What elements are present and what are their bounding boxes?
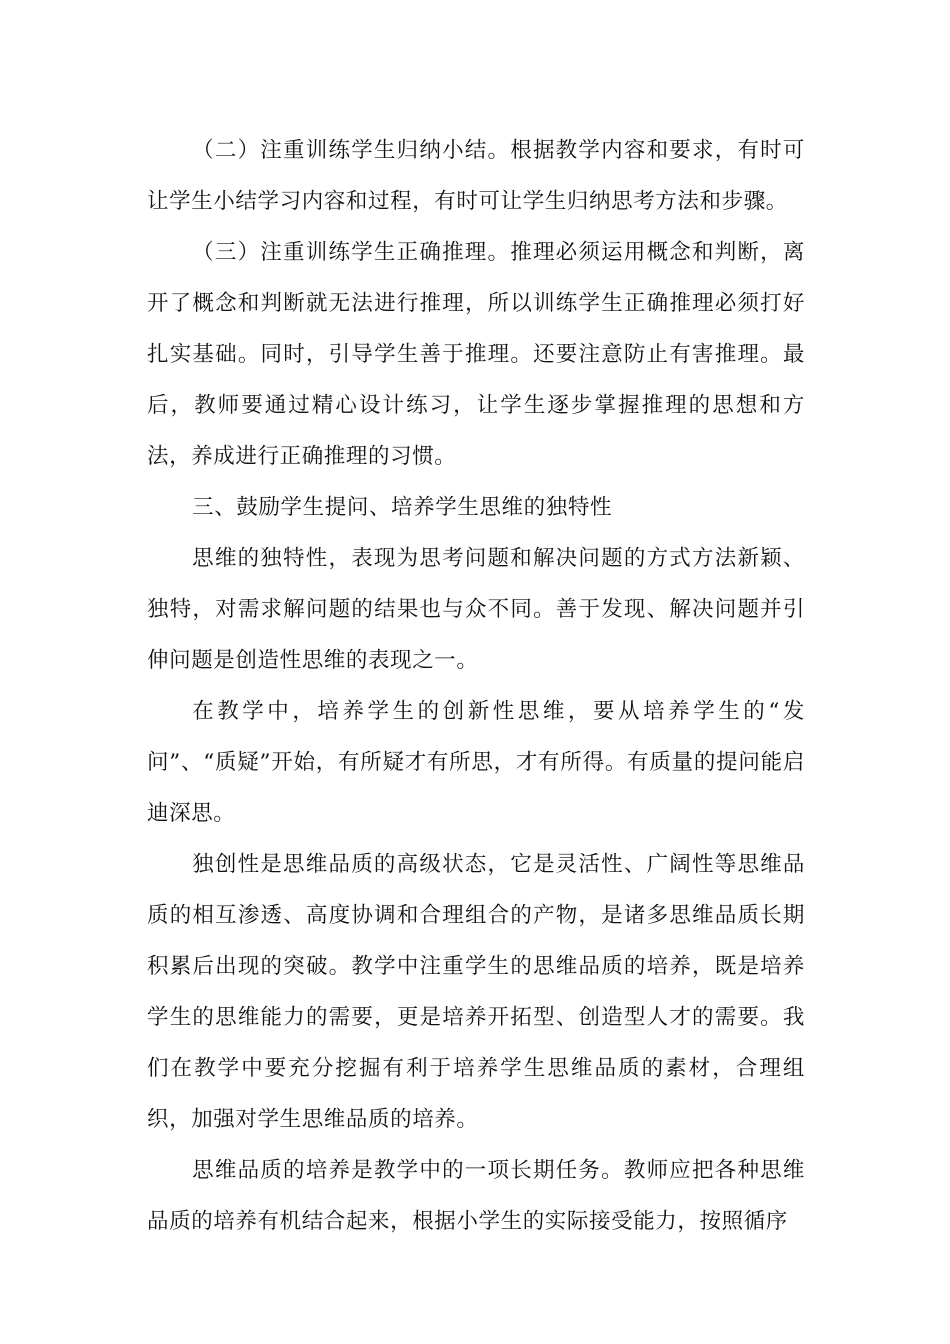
paragraph-originality: 独创性是思维品质的高级状态，它是灵活性、广阔性等思维品质的相互渗透、高度协调和合理组合的产物，是诸多思维品质长期积累后出现的突破。教学中注重学生的思维品质的培养，既是培养学生的思维能力的需要，更是培养开拓型、创造型人才的需要。我们在教学中要充分挖掘有利于培养学生思维品质的素材，合理组织，加强对学生思维品质的培养。	[147, 852, 805, 1132]
paragraph-summary-training: （二）注重训练学生归纳小结。根据教学内容和要求，有时可让学生小结学习内容和过程，有时可让学生归纳思考方法和步骤。	[147, 138, 805, 214]
section-heading: 三、鼓励学生提问、培养学生思维的独特性	[192, 495, 613, 520]
paragraph-thinking-uniqueness: 思维的独特性，表现为思考问题和解决问题的方式方法新颖、独特，对需求解问题的结果也与众不同。善于发现、解决问题并引伸问题是创造性思维的表现之一。	[147, 546, 805, 673]
paragraph-reasoning-training: （三）注重训练学生正确推理。推理必须运用概念和判断，离开了概念和判断就无法进行推理，所以训练学生正确推理必须打好扎实基础。同时，引导学生善于推理。还要注意防止有害推理。最后，教师要通过精心设计练习，让学生逐步掌握推理的思想和方法，养成进行正确推理的习惯。	[147, 240, 805, 469]
paragraph-questioning: 在教学中，培养学生的创新性思维，要从培养学生的“发问”、“质疑”开始，有所疑才有所思，才有所得。有质量的提问能启迪深思。	[147, 699, 805, 826]
document-body	[147, 125, 805, 1247]
paragraph-long-term-task: 思维品质的培养是教学中的一项长期任务。教师应把各种思维品质的培养有机结合起来，根据小学生的实际接受能力，按照循序	[147, 1158, 805, 1234]
